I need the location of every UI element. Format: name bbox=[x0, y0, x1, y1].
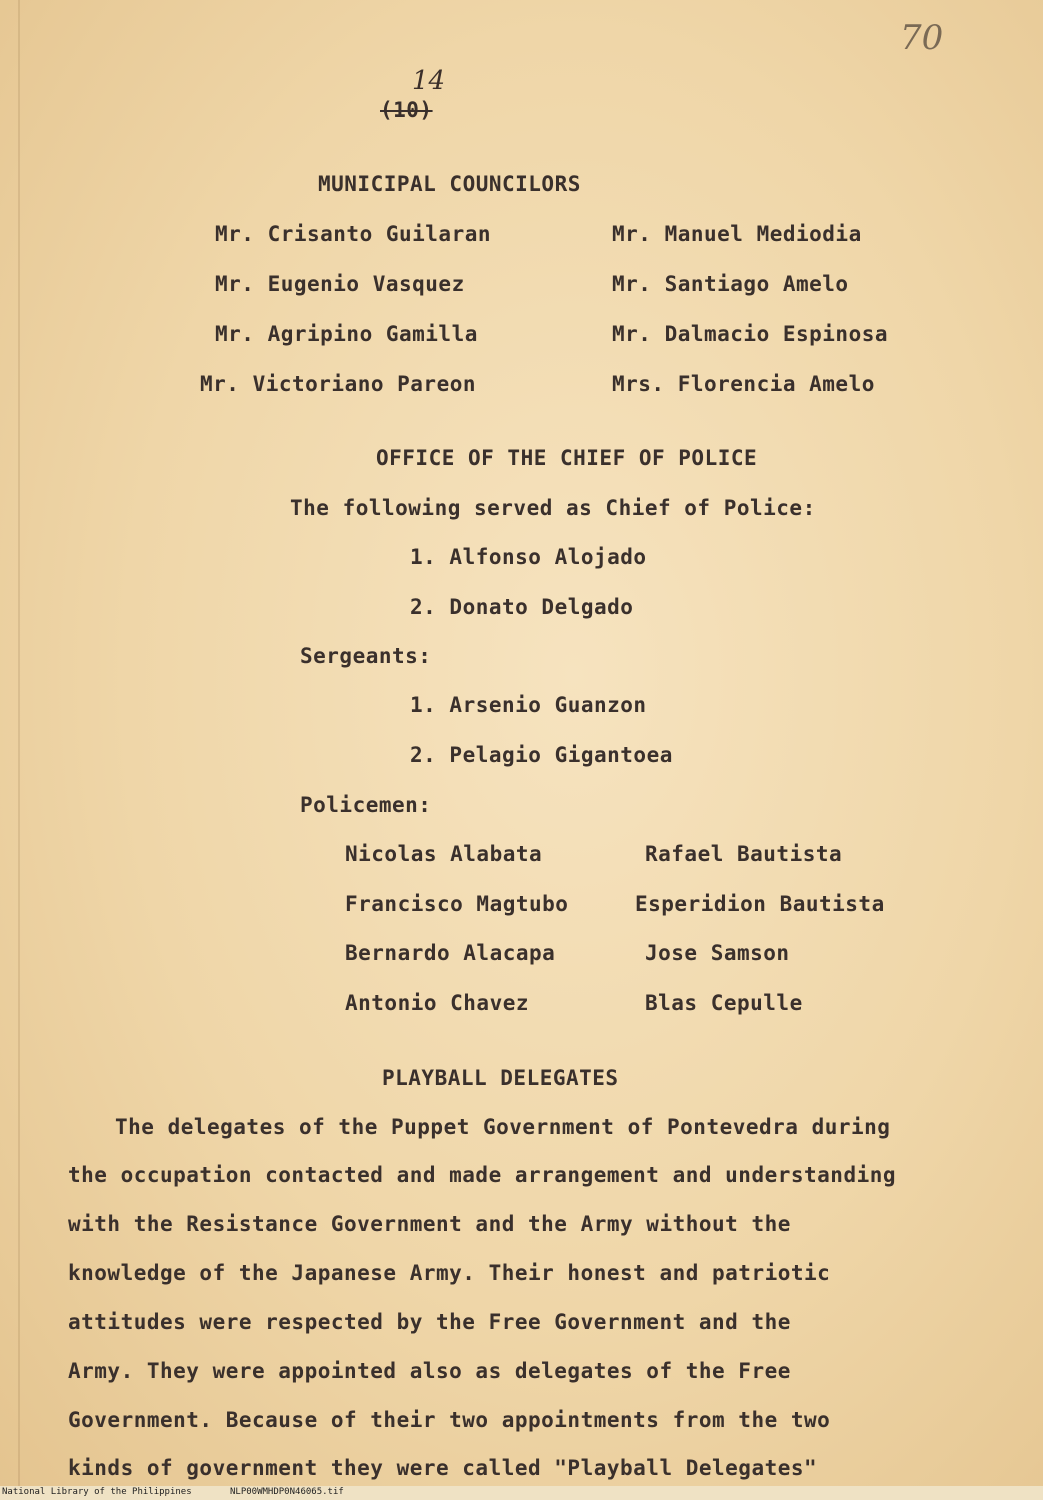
paragraph-line-8: kinds of government they were called "Playball Delegates" bbox=[68, 1456, 818, 1480]
footer-library: National Library of the Philippines bbox=[2, 1487, 192, 1497]
original-page-number: (10) bbox=[380, 98, 433, 122]
councilor-left-3: Mr. Agripino Gamilla bbox=[215, 322, 478, 346]
councilor-left-2: Mr. Eugenio Vasquez bbox=[215, 272, 465, 296]
sergeant-2: 2. Pelagio Gigantoea bbox=[410, 743, 673, 767]
paragraph-line-3: with the Resistance Government and the Army without the bbox=[68, 1212, 791, 1236]
policeman-left-2: Francisco Magtubo bbox=[345, 892, 569, 916]
policeman-left-1: Nicolas Alabata bbox=[345, 842, 543, 866]
policeman-right-1: Rafael Bautista bbox=[645, 842, 843, 866]
councilor-left-4: Mr. Victoriano Pareon bbox=[200, 372, 477, 396]
policeman-left-4: Antonio Chavez bbox=[345, 991, 530, 1015]
policemen-label: Policemen: bbox=[300, 793, 432, 817]
paragraph-line-4: knowledge of the Japanese Army. Their honest and patriotic bbox=[68, 1261, 831, 1285]
councilor-left-1: Mr. Crisanto Guilaran bbox=[215, 222, 492, 246]
councilor-right-1: Mr. Manuel Mediodia bbox=[612, 222, 862, 246]
councilor-right-2: Mr. Santiago Amelo bbox=[612, 272, 849, 296]
paragraph-line-5: attitudes were respected by the Free Government and the bbox=[68, 1310, 791, 1334]
scan-footer bbox=[0, 1486, 1043, 1500]
police-intro: The following served as Chief of Police: bbox=[290, 496, 816, 520]
playball-heading: PLAYBALL DELEGATES bbox=[382, 1066, 619, 1090]
paragraph-line-6: Army. They were appointed also as delegates of the Free bbox=[68, 1359, 791, 1383]
police-heading: OFFICE OF THE CHIEF OF POLICE bbox=[376, 446, 758, 470]
sergeant-1: 1. Arsenio Guanzon bbox=[410, 693, 647, 717]
footer-file-id: NLP00WMHDP0N46065.tif bbox=[230, 1487, 344, 1497]
policeman-right-3: Jose Samson bbox=[645, 941, 790, 965]
page-fold-shadow bbox=[18, 0, 20, 1486]
policeman-right-4: Blas Cepulle bbox=[645, 991, 803, 1015]
sergeants-label: Sergeants: bbox=[300, 644, 432, 668]
paragraph-line-2: the occupation contacted and made arrangement and understanding bbox=[68, 1163, 897, 1187]
policeman-right-2: Esperidion Bautista bbox=[635, 892, 885, 916]
paragraph-line-1: The delegates of the Puppet Government of Pontevedra during bbox=[115, 1115, 891, 1139]
councilor-right-4: Mrs. Florencia Amelo bbox=[612, 372, 875, 396]
chief-1: 1. Alfonso Alojado bbox=[410, 545, 647, 569]
corner-page-number: 70 bbox=[900, 18, 944, 58]
handwritten-page-number: 14 bbox=[412, 66, 446, 96]
paragraph-line-7: Government. Because of their two appointments from the two bbox=[68, 1408, 831, 1432]
councilors-heading: MUNICIPAL COUNCILORS bbox=[318, 172, 581, 196]
chief-2: 2. Donato Delgado bbox=[410, 595, 634, 619]
policeman-left-3: Bernardo Alacapa bbox=[345, 941, 556, 965]
councilor-right-3: Mr. Dalmacio Espinosa bbox=[612, 322, 889, 346]
